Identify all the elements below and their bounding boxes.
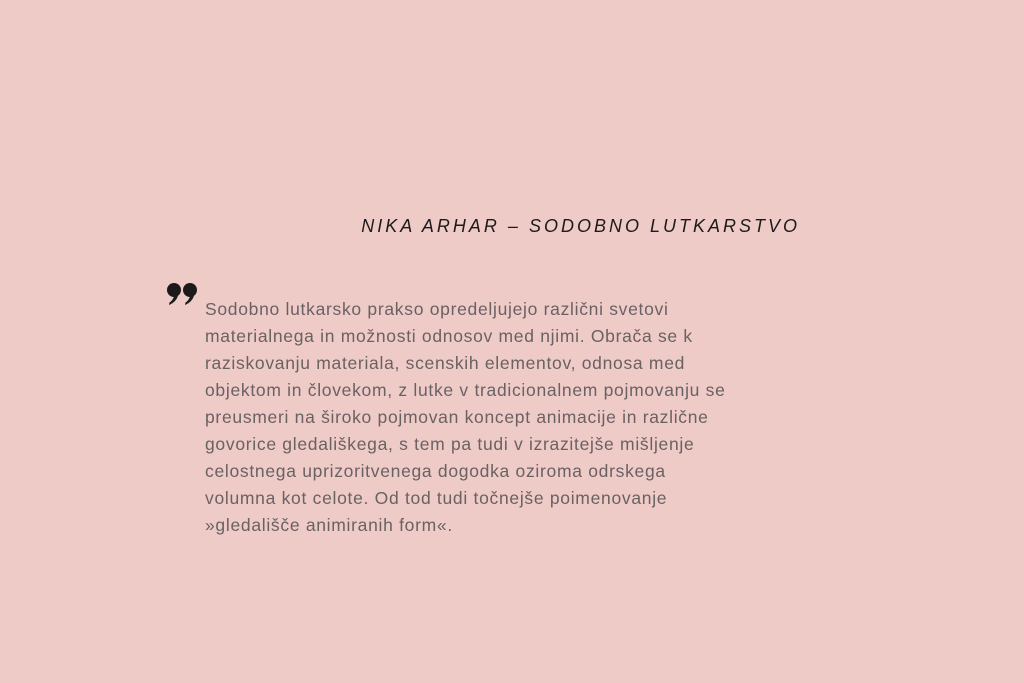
quote-line: preusmeri na široko pojmovan koncept animacije in različne (205, 407, 709, 427)
article-byline: NIKA ARHAR – SODOBNO LUTKARSTVO (361, 216, 800, 236)
quote-line: Sodobno lutkarsko prakso opredeljujejo različni svetovi (205, 299, 669, 319)
quote-line: »gledališče animiranih form«. (205, 515, 453, 535)
quote-line: materialnega in možnosti odnosov med njimi. Obrača se k (205, 326, 693, 346)
quote-line: celostnega uprizoritvenega dogodka oziroma odrskega (205, 461, 666, 481)
closing-quote-icon (166, 282, 200, 306)
quote-line: raziskovanju materiala, scenskih elementov, odnosa med (205, 353, 686, 373)
quote-line: govorice gledališkega, s tem pa tudi v izrazitejše mišljenje (205, 434, 695, 454)
quote-paragraph (205, 296, 805, 539)
quote-line: volumna kot celote. Od tod tudi točnejše poimenovanje (205, 488, 668, 508)
quote-line: objektom in človekom, z lutke v tradicionalnem pojmovanju se (205, 380, 726, 400)
